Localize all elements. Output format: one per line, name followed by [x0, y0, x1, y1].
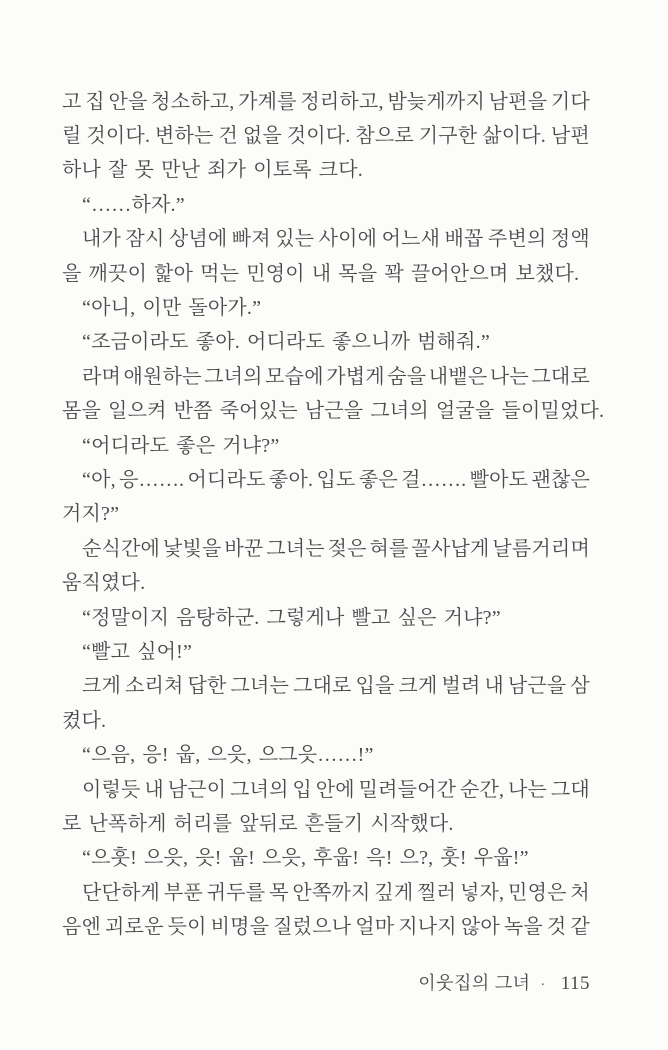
- running-title: 이웃집의 그녀: [418, 973, 531, 993]
- text-line: 하나 잘 못 만난 죄가 이토록 크다.: [62, 159, 364, 182]
- text-line: 순식간에 낯빛을 바꾼 그녀는 젖은 혀를 꼴사납게 날름거리며: [82, 537, 590, 560]
- text-line: 단단하게 부푼 귀두를 목 안쪽까지 깊게 찔러 넣자, 민영은 처: [82, 881, 590, 904]
- text-line: 릴 것이다. 변하는 건 없을 것이다. 참으로 기구한 삶이다. 남편: [62, 125, 590, 148]
- text-line: “아니, 이만 돌아가.”: [82, 297, 262, 320]
- text-line: “아, 응……. 어디라도 좋아. 입도 좋은 걸……. 빨아도 괜찮은: [82, 468, 590, 491]
- text-line: 고 집 안을 청소하고, 가계를 정리하고, 밤늦게까지 남편을 기다: [62, 90, 590, 113]
- text-line: “어디라도 좋은 거냐?”: [82, 434, 280, 457]
- text-line: 내가 잠시 상념에 빠져 있는 사이에 어느새 배꼽 주변의 정액: [82, 228, 590, 251]
- text-line: 움직였다.: [62, 572, 146, 595]
- text-line: “정말이지 음탕하군. 그렇게나 빨고 싶은 거냐?”: [82, 606, 501, 629]
- page-number: 115: [560, 973, 590, 994]
- text-line: “……하자.”: [82, 193, 185, 216]
- text-line: “빨고 싶어!”: [82, 640, 193, 663]
- text-line: 거지?”: [62, 503, 120, 526]
- text-line: “조금이라도 좋아. 어디라도 좋으니까 범해줘.”: [82, 331, 490, 354]
- text-line: 켰다.: [62, 709, 107, 732]
- footer-separator-dot: ·: [540, 978, 546, 993]
- text-line: 라며 애원하는 그녀의 모습에 가볍게 숨을 내뱉은 나는 그대로: [82, 365, 590, 388]
- text-line: 이렇듯 내 남근이 그녀의 입 안에 밀려들어간 순간, 나는 그대: [82, 778, 590, 801]
- text-line: “으음, 응! 웁, 으읏, 으그읏……!”: [82, 744, 374, 767]
- page-text-block: [62, 82, 605, 942]
- text-line: 음엔 괴로운 듯이 비명을 질렀으나 얼마 지나지 않아 녹을 것 같: [62, 916, 590, 939]
- text-line: 크게 소리쳐 답한 그녀는 그대로 입을 크게 벌려 내 남근을 삼: [82, 675, 590, 698]
- text-line: 을 깨끗이 핥아 먹는 민영이 내 목을 꽉 끌어안으며 보챘다.: [62, 262, 580, 285]
- text-line: 몸을 일으켜 반쯤 죽어있는 남근을 그녀의 얼굴을 들이밀었다.: [62, 400, 605, 423]
- page-footer: [418, 969, 590, 995]
- text-line: “으훗! 으읏, 읏! 웁! 으읏, 후웁! 윽! 으?, 훗! 우웁!”: [82, 847, 529, 870]
- text-line: 로 난폭하게 허리를 앞뒤로 흔들기 시작했다.: [62, 812, 454, 835]
